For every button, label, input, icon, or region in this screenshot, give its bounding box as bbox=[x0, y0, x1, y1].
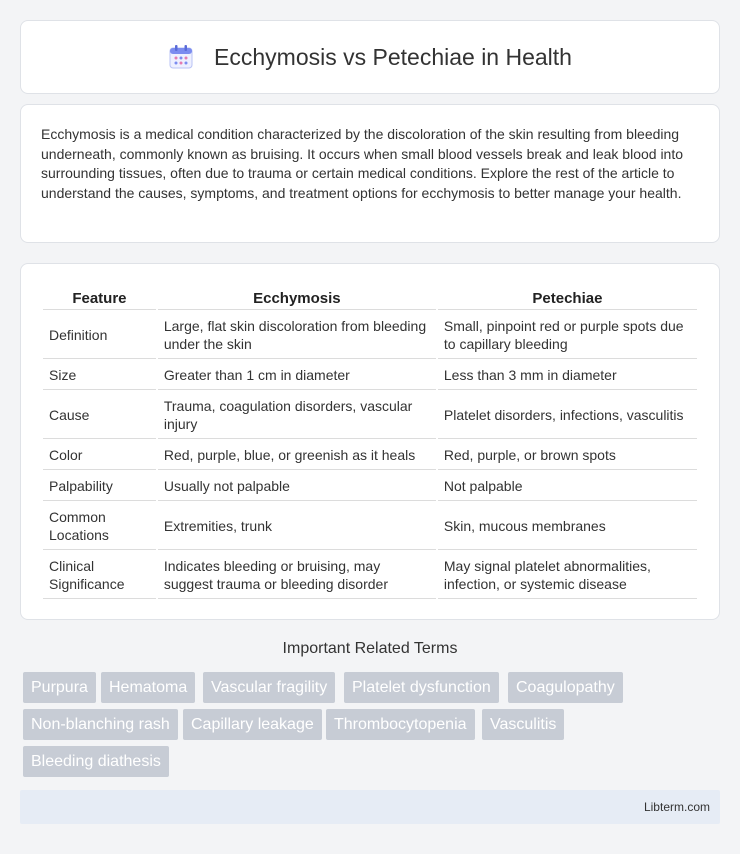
related-term-tag[interactable]: Purpura bbox=[23, 672, 96, 703]
petechiae-cell: Not palpable bbox=[438, 472, 697, 501]
petechiae-cell: May signal platelet abnormalities, infection, or systemic disease bbox=[438, 552, 697, 599]
intro-card bbox=[20, 104, 720, 243]
feature-cell: Cause bbox=[43, 392, 156, 439]
ecchymosis-cell: Usually not palpable bbox=[158, 472, 436, 501]
table-row bbox=[43, 472, 697, 501]
petechiae-cell: Red, purple, or brown spots bbox=[438, 441, 697, 470]
table-row bbox=[43, 441, 697, 470]
related-terms-title: Important Related Terms bbox=[282, 640, 458, 657]
page-title: Ecchymosis vs Petechiae in Health bbox=[214, 43, 572, 70]
ecchymosis-cell: Red, purple, blue, or greenish as it heals bbox=[158, 441, 436, 470]
related-term-tag[interactable]: Platelet dysfunction bbox=[344, 672, 499, 703]
title-card bbox=[20, 20, 720, 94]
related-term-tag[interactable]: Capillary leakage bbox=[183, 709, 322, 740]
ecchymosis-cell: Indicates bleeding or bruising, may suggest trauma or bleeding disorder bbox=[158, 552, 436, 599]
petechiae-cell: Skin, mucous membranes bbox=[438, 503, 697, 550]
feature-cell: Clinical Significance bbox=[43, 552, 156, 599]
related-term-tag[interactable]: Vascular fragility bbox=[203, 672, 335, 703]
table-row bbox=[43, 503, 697, 550]
table-row bbox=[43, 392, 697, 439]
related-term-tag[interactable]: Coagulopathy bbox=[508, 672, 623, 703]
ecchymosis-cell: Extremities, trunk bbox=[158, 503, 436, 550]
petechiae-cell: Platelet disorders, infections, vasculitis bbox=[438, 392, 697, 439]
comparison-card bbox=[20, 263, 720, 620]
comparison-table bbox=[41, 284, 699, 601]
related-term-tag[interactable]: Thrombocytopenia bbox=[326, 709, 475, 740]
ecchymosis-cell: Greater than 1 cm in diameter bbox=[158, 361, 436, 390]
calendar-icon bbox=[168, 44, 194, 70]
feature-cell: Definition bbox=[43, 312, 156, 359]
related-term-tag[interactable]: Vasculitis bbox=[482, 709, 564, 740]
table-row bbox=[43, 361, 697, 390]
ecchymosis-cell: Trauma, coagulation disorders, vascular injury bbox=[158, 392, 436, 439]
petechiae-cell: Less than 3 mm in diameter bbox=[438, 361, 697, 390]
intro-paragraph: Ecchymosis is a medical condition characterized by the discoloration of the skin resulting from bleeding underneath, commonly known as bruising. It occurs when small blood vessels break and leak blood into surrounding tissues, often due to trauma or certain medical conditions. Explore the rest of the article to understand the causes, symptoms, and treatment options for ecchymosis to better manage your health. bbox=[41, 126, 684, 201]
feature-cell: Size bbox=[43, 361, 156, 390]
related-term-tag[interactable]: Bleeding diathesis bbox=[23, 746, 169, 777]
header-ecchymosis: Ecchymosis bbox=[158, 286, 436, 310]
table-header-row bbox=[43, 286, 697, 310]
table-row bbox=[43, 552, 697, 599]
related-term-tag[interactable]: Non-blanching rash bbox=[23, 709, 178, 740]
related-term-tag[interactable]: Hematoma bbox=[101, 672, 195, 703]
footer bbox=[20, 790, 720, 824]
ecchymosis-cell: Large, flat skin discoloration from bleeding under the skin bbox=[158, 312, 436, 359]
feature-cell: Common Locations bbox=[43, 503, 156, 550]
table-row bbox=[43, 312, 697, 359]
petechiae-cell: Small, pinpoint red or purple spots due to capillary bleeding bbox=[438, 312, 697, 359]
feature-cell: Palpability bbox=[43, 472, 156, 501]
header-petechiae: Petechiae bbox=[438, 286, 697, 310]
footer-site-link[interactable]: Libterm.com bbox=[643, 800, 710, 814]
feature-cell: Color bbox=[43, 441, 156, 470]
header-feature: Feature bbox=[43, 286, 156, 310]
